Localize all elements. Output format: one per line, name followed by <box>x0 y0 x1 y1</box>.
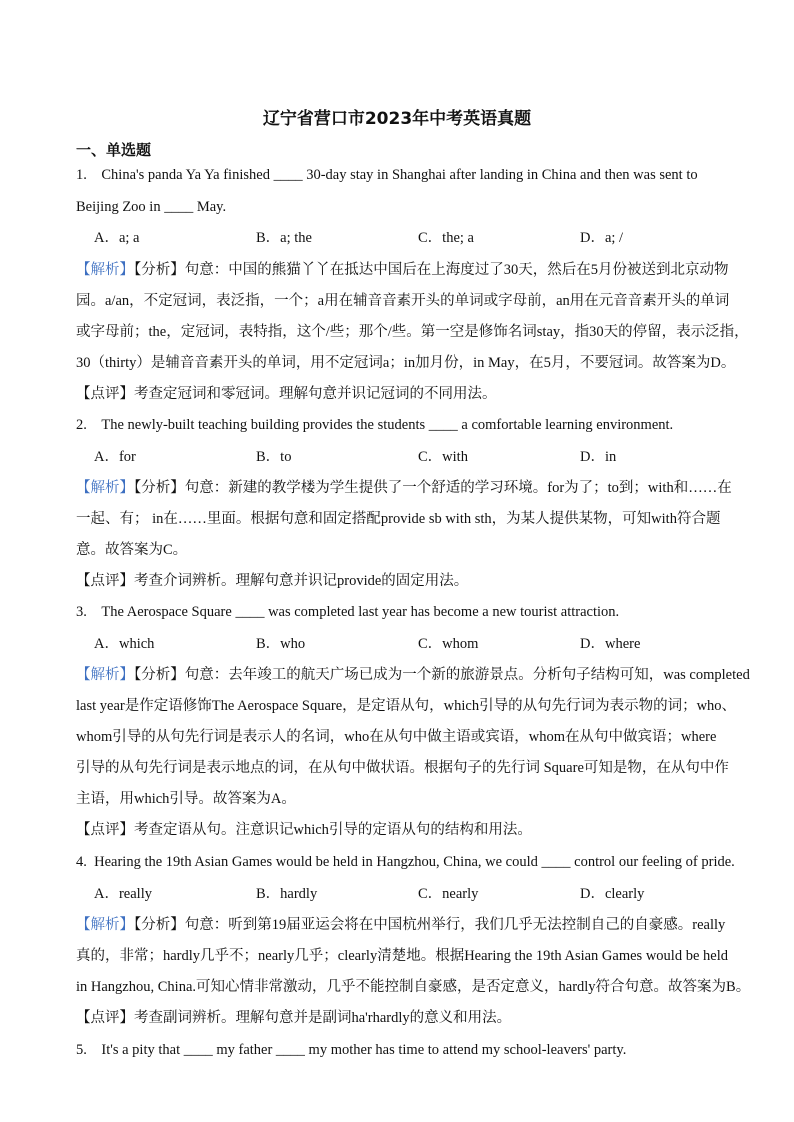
question-stem-line: The newly-built teaching building provides the students ____ a comfortable learning environment. <box>101 417 674 433</box>
comment-text: 考查副词辨析。理解句意并是副词ha'rhardly的意义和用法。 <box>134 1010 512 1026</box>
question-number: 1. <box>76 167 87 183</box>
question-4-option-d: D．clearly <box>580 886 645 902</box>
question-stem-line: It's a pity that ____ my father ____ my mother has time to attend my school-leavers' party. <box>101 1042 627 1058</box>
analysis-text: 句意：新建的教学楼为学生提供了一个舒适的学习环境。for为了；to到；with和……在 <box>184 480 732 496</box>
question-2-option-d: D．in <box>580 449 617 465</box>
question-1-option-d: D．a; / <box>580 230 624 246</box>
question-4-option-c: C．nearly <box>418 886 479 902</box>
fenxi-label: 【分析】 <box>134 667 185 683</box>
question-2-analysis-line: 一起、有； in在……里面。根据句意和固定搭配provide sb with sth，为某人提供某物，可知with符合题 <box>76 511 721 527</box>
question-3-option-d: D．where <box>580 636 641 652</box>
question-4-option-b: B．hardly <box>256 886 318 902</box>
jiexi-label: 【解析】 <box>76 480 134 496</box>
comment-text: 考查定冠词和零冠词。理解句意并识记冠词的不同用法。 <box>134 386 497 402</box>
question-4-analysis-line: in Hangzhou, China.可知心情非常激动，几乎不能控制自豪感，是否定意义，hardly符合句意。故答案为B。 <box>76 979 751 995</box>
jiexi-label: 【解析】 <box>76 667 134 683</box>
question-2-comment <box>76 572 756 590</box>
question-2-option-c: C．with <box>418 449 468 465</box>
question-2-option-b: B．to <box>256 449 292 465</box>
question-3-comment <box>76 821 756 839</box>
analysis-text: 句意：去年竣工的航天广场已成为一个新的旅游景点。分析句子结构可知，was completed <box>184 667 750 683</box>
analysis-text: 句意：听到第19届亚运会将在中国杭州举行，我们几乎无法控制自己的自豪感。really <box>184 917 726 933</box>
dianping-label: 【点评】 <box>76 1010 134 1026</box>
question-3-option-a: A．which <box>94 636 155 652</box>
fenxi-label: 【分析】 <box>134 917 185 933</box>
question-stem-line: China's panda Ya Ya finished ____ 30-day stay in Shanghai after landing in China and then was sent to <box>101 167 698 183</box>
question-number: 3. <box>76 604 87 620</box>
question-4-comment <box>76 1009 756 1027</box>
comment-text: 考查介词辨析。理解句意并识记provide的固定用法。 <box>134 573 469 589</box>
question-4-option-a: A．really <box>94 886 152 902</box>
fenxi-label: 【分析】 <box>134 262 185 278</box>
analysis-text: 句意：中国的熊猫丫丫在抵达中国后在上海度过了30天，然后在5月份被送到北京动物 <box>184 262 729 278</box>
question-stem-line: Beijing Zoo in ____ May. <box>76 199 227 215</box>
question-1-stem-cont <box>76 198 756 216</box>
section-heading: 一、单选题 <box>76 141 152 159</box>
question-number: 5. <box>76 1042 87 1058</box>
question-2-stem <box>76 416 756 434</box>
question-2-analysis-line: 意。故答案为C。 <box>76 542 188 558</box>
comment-text: 考查定语从句。注意识记which引导的定语从句的结构和用法。 <box>134 822 532 838</box>
question-number: 4. <box>76 854 87 870</box>
question-3-analysis-line: 引导的从句先行词是表示地点的词，在从句中做状语。根据句子的先行词 Square可知是物，在从句中作 <box>76 760 729 776</box>
question-2-option-a: A．for <box>94 449 136 465</box>
question-1-option-c: C．the; a <box>418 230 474 246</box>
question-1-option-b: B．a; the <box>256 230 312 246</box>
document-title: 辽宁省营口市2023年中考英语真题 <box>262 109 532 129</box>
fenxi-label: 【分析】 <box>134 480 185 496</box>
dianping-label: 【点评】 <box>76 386 134 402</box>
question-1-analysis-line: 园。a/an，不定冠词，表泛指，一个；a用在辅音音素开头的单词或字母前，an用在元音音素开头的单词 <box>76 293 730 309</box>
question-4-analysis-line <box>76 916 756 934</box>
question-stem-line: Hearing the 19th Asian Games would be held in Hangzhou, China, we could ____ control our feeling of pride. <box>94 854 735 870</box>
dianping-label: 【点评】 <box>76 573 134 589</box>
jiexi-label: 【解析】 <box>76 262 134 278</box>
question-1-comment <box>76 385 756 403</box>
question-2-analysis-line <box>76 479 756 497</box>
question-4-analysis-line: 真的，非常；hardly几乎不；nearly几乎；clearly清楚地。根据Hearing the 19th Asian Games would be held <box>76 948 728 964</box>
question-stem-line: The Aerospace Square ____ was completed last year has become a new tourist attraction. <box>101 604 620 620</box>
question-3-stem <box>76 603 756 621</box>
question-3-option-b: B．who <box>256 636 306 652</box>
question-1-analysis-line: 或字母前；the，定冠词，表特指，这个/些；那个/些。第一空是修饰名词stay，指30天的停留，表示泛指， <box>76 324 749 340</box>
question-3-analysis-line <box>76 666 756 684</box>
jiexi-label: 【解析】 <box>76 917 134 933</box>
question-5-stem <box>76 1041 756 1059</box>
question-1-option-a: A．a; a <box>94 230 140 246</box>
dianping-label: 【点评】 <box>76 822 134 838</box>
question-1-analysis-line: 30（thirty）是辅音音素开头的单词，用不定冠词a；in加月份，in May，在5月，不要冠词。故答案为D。 <box>76 355 736 371</box>
question-1-stem <box>76 166 756 184</box>
question-number: 2. <box>76 417 87 433</box>
question-3-option-c: C．whom <box>418 636 479 652</box>
question-3-analysis-line: whom引导的从句先行词是表示人的名词，who在从句中做主语或宾语，whom在从句中做宾语；where <box>76 729 717 745</box>
question-1-analysis-line <box>76 261 756 279</box>
question-3-analysis-line: last year是作定语修饰The Aerospace Square，是定语从句，which引导的从句先行词为表示物的词；who、 <box>76 698 737 714</box>
question-4-stem <box>76 853 756 871</box>
question-3-analysis-line: 主语，用which引导。故答案为A。 <box>76 791 296 807</box>
